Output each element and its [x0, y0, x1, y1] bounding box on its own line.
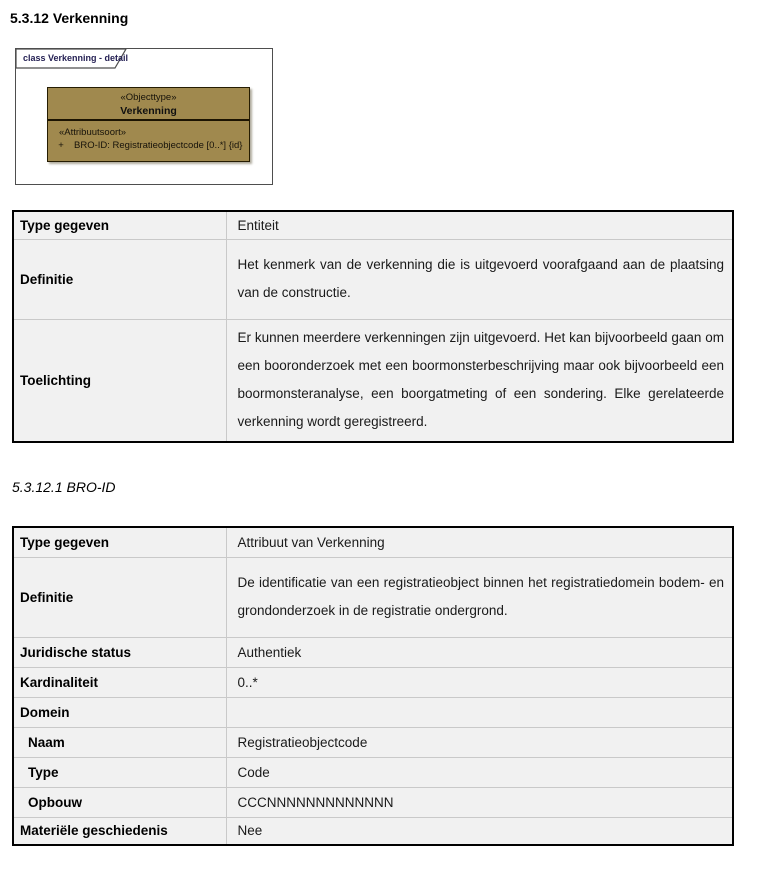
subsection-heading: 5.3.12.1 BRO-ID — [12, 479, 116, 495]
row-label: Naam — [13, 727, 226, 757]
table-row — [13, 727, 733, 757]
verkenning-definition-table — [12, 210, 734, 443]
bro-id-definition-table — [12, 526, 734, 846]
row-label: Type — [13, 757, 226, 787]
row-value: Er kunnen meerdere verkenningen zijn uitgevoerd. Het kan bijvoorbeeld gaan om een booronderzoek met een boormonsterbeschrijving maar ook bijvoorbeeld een boormonsteranalyse, een boorgatmeting of een sondering. Elke gerelateerde verkenning wordt geregistreerd. — [226, 319, 733, 442]
table-row — [13, 211, 733, 239]
row-value: Nee — [226, 817, 733, 845]
row-value: Authentiek — [226, 637, 733, 667]
table-row — [13, 697, 733, 727]
table-row — [13, 239, 733, 319]
table-row — [13, 637, 733, 667]
table-row — [13, 757, 733, 787]
attribute-text: BRO-ID: Registratieobjectcode [0..*] {id} — [74, 140, 243, 151]
attribute-visibility: + — [58, 140, 64, 151]
row-value: CCCNNNNNNNNNNNNN — [226, 787, 733, 817]
row-label: Toelichting — [13, 319, 226, 442]
row-label: Definitie — [13, 557, 226, 637]
row-value — [226, 697, 733, 727]
uml-class-attributes — [48, 121, 249, 153]
class-stereotype: «Objecttype» — [120, 92, 177, 103]
table-row — [13, 817, 733, 845]
section-heading: 5.3.12 Verkenning — [10, 10, 129, 26]
row-value: Attribuut van Verkenning — [226, 527, 733, 557]
row-label: Kardinaliteit — [13, 667, 226, 697]
row-label: Opbouw — [13, 787, 226, 817]
attribute-line — [48, 139, 249, 153]
row-value: Het kenmerk van de verkenning die is uitgevoerd voorafgaand aan de plaatsing van de constructie. — [226, 239, 733, 319]
diagram-tab-label: class Verkenning - detail — [23, 53, 129, 63]
row-label: Definitie — [13, 239, 226, 319]
row-label: Materiële geschiedenis — [13, 817, 226, 845]
class-name: Verkenning — [120, 105, 177, 117]
row-label: Type gegeven — [13, 527, 226, 557]
row-value: Code — [226, 757, 733, 787]
row-value: 0..* — [226, 667, 733, 697]
table-row — [13, 319, 733, 442]
row-value: De identificatie van een registratieobject binnen het registratiedomein bodem- en grondonderzoek in de registratie ondergrond. — [226, 557, 733, 637]
uml-diagram-frame — [15, 48, 273, 185]
row-label: Juridische status — [13, 637, 226, 667]
row-label: Type gegeven — [13, 211, 226, 239]
diagram-tab — [16, 49, 128, 69]
row-value: Registratieobjectcode — [226, 727, 733, 757]
uml-class-box — [47, 87, 250, 162]
table-row — [13, 667, 733, 697]
uml-class-header — [48, 88, 249, 121]
attribute-stereotype: «Attribuutsoort» — [59, 127, 127, 138]
table-row — [13, 557, 733, 637]
row-value: Entiteit — [226, 211, 733, 239]
table-row — [13, 527, 733, 557]
table-row — [13, 787, 733, 817]
row-label: Domein — [13, 697, 226, 727]
